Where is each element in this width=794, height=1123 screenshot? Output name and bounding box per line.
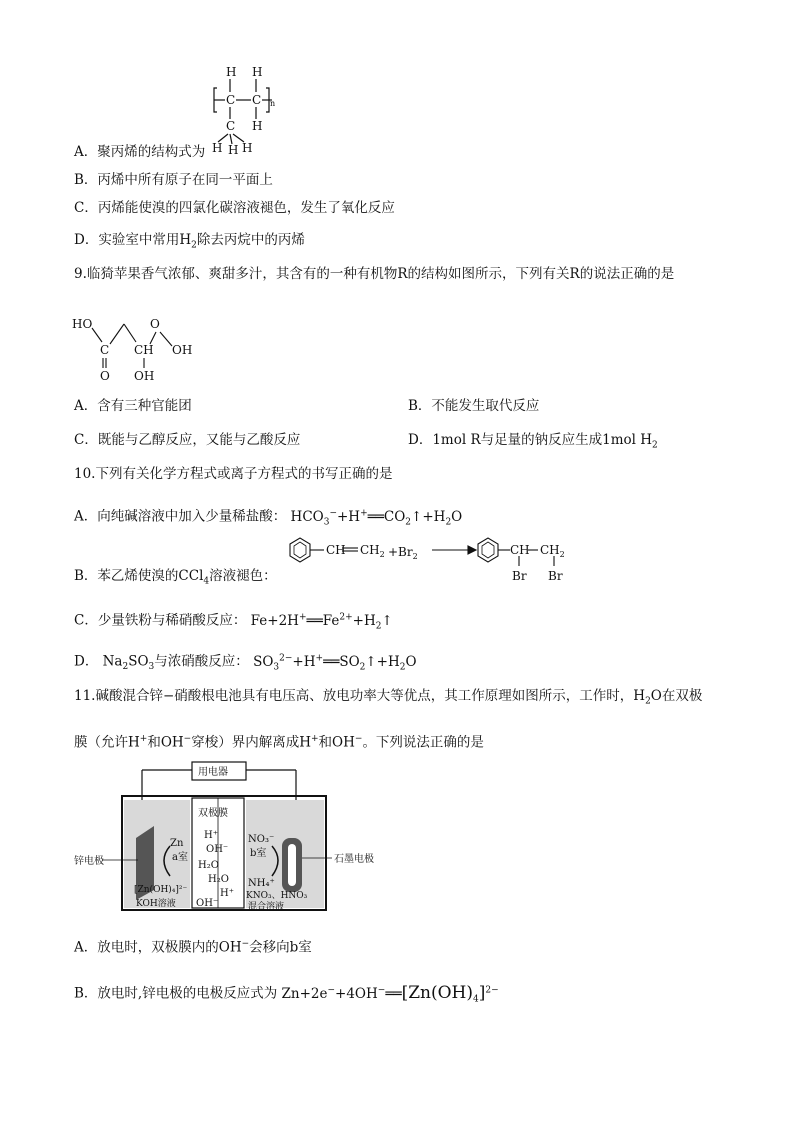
q9-option-b: B．不能发生取代反应	[408, 398, 540, 414]
q10-option-a: A．向纯碱溶液中加入少量稀盐酸： $HCO_3^-+H^+══CO_2↑+H_2O$	[74, 508, 463, 528]
q10-option-b: B．苯乙烯使溴的CCl$_4$溶液褪色：	[74, 568, 277, 587]
atom-h: H	[212, 141, 223, 155]
graphite-electrode-label: 石墨电极	[334, 854, 374, 865]
atom-br: Br	[548, 569, 563, 583]
equation-b: $Zn+2e^-+4OH^-══[Zn(OH)_4]^{2-}$	[281, 982, 499, 1005]
svg-text:KNO₃、HNO₃: KNO₃、HNO₃	[246, 891, 308, 901]
group-ch: CH	[326, 543, 346, 557]
q11-option-a: A．放电时，双极膜内的OH−会移向b室	[74, 939, 312, 956]
svg-text:CH2: $CH_2$	[540, 543, 565, 559]
equation-c: $Fe+2H^+══Fe^{2+}+H_2↑$	[250, 612, 393, 632]
equation-a: $HCO_3^-+H^+══CO_2↑+H_2O$	[290, 508, 463, 528]
group-o: O	[150, 317, 160, 331]
polypropylene-structure	[208, 64, 278, 156]
group-o: O	[100, 369, 110, 383]
styrene-bromination-equation	[282, 526, 592, 584]
group-ch: CH	[510, 543, 530, 557]
svg-text:OH⁻: OH⁻	[196, 898, 219, 909]
svg-text:H⁺: H⁺	[204, 830, 218, 841]
svg-text:KOH溶液: KOH溶液	[136, 899, 176, 909]
svg-text:CH2: $CH_2$	[360, 543, 385, 559]
atom-h: H	[252, 65, 263, 79]
q9-option-a: A．含有三种官能团	[74, 398, 192, 414]
svg-text:NO₃⁻: NO₃⁻	[248, 834, 275, 845]
equation-d: $SO_3^{2-}+H^+══SO_2↑+H_2O$	[253, 653, 417, 673]
q8-option-c: C．丙烯能使溴的四氯化碳溶液褪色，发生了氧化反应	[74, 200, 395, 216]
q10-option-d: D． $Na_2SO_3$与浓硝酸反应： $SO_3^{2-}+H^+══SO_2↑+H_2O$	[74, 653, 417, 673]
svg-text:+Br2: $+Br_2$	[388, 545, 418, 561]
svg-text:[Zn(OH)₄]²⁻: [Zn(OH)₄]²⁻	[134, 885, 188, 895]
atom-br: Br	[512, 569, 527, 583]
svg-text:H₂O: H₂O	[208, 874, 229, 885]
svg-text:H⁺: H⁺	[220, 888, 234, 899]
atom-h: H	[252, 119, 263, 133]
atom-h: H	[226, 65, 237, 79]
q10-option-c: C．少量铁粉与稀硝酸反应： $Fe+2H^+══Fe^{2+}+H_2↑$	[74, 612, 393, 632]
malic-acid-structure	[72, 312, 202, 386]
q9-option-c: C．既能与乙醇反应，又能与乙酸反应	[74, 432, 301, 448]
battery-diagram	[74, 760, 374, 920]
svg-text:OH⁻: OH⁻	[206, 844, 229, 855]
q11-stem-line1: 11.碱酸混合锌−硝酸根电池具有电压高、放电功率大等优点，其工作原理如图所示，工作时，$H_2O$在双极	[74, 688, 703, 707]
svg-text:a室: a室	[172, 852, 188, 863]
atom-c: C	[226, 119, 236, 133]
zn-electrode-label: 锌电极	[74, 856, 104, 867]
svg-text:NH₄⁺: NH₄⁺	[248, 878, 275, 889]
device-label: 用电器	[198, 767, 228, 778]
membrane-label: 双极膜	[198, 808, 228, 819]
svg-text:Zn: Zn	[170, 838, 184, 849]
group-ho: HO	[72, 317, 93, 331]
q11-option-b: B．放电时,锌电极的电极反应式为 $Zn+2e^-+4OH^-══[Zn(OH)_4]^{2-}$	[74, 982, 499, 1005]
atom-h: H	[242, 141, 253, 155]
q8-option-b: B．丙烯中所有原子在同一平面上	[74, 172, 273, 188]
svg-text:混合溶液: 混合溶液	[248, 902, 285, 912]
q8-option-d: D．实验室中常用$H_2$除去丙烷中的丙烯	[74, 232, 305, 251]
atom-c: C	[226, 93, 236, 107]
q9-option-d: D．1mol R与足量的钠反应生成1mol $H_2$	[408, 432, 658, 451]
group-oh: OH	[134, 369, 155, 383]
svg-text:b室: b室	[250, 848, 267, 859]
group-oh: OH	[172, 343, 193, 357]
q8-option-a: A．聚丙烯的结构式为	[74, 144, 206, 160]
group-ch: CH	[134, 343, 154, 357]
q10-stem: 10.下列有关化学方程式或离子方程式的书写正确的是	[74, 466, 393, 482]
q9-stem: 9.临猗苹果香气浓郁、爽甜多汁，其含有的一种有机物R的结构如图所示，下列有关R的说法正确的是	[74, 266, 675, 282]
atom-c: C	[252, 93, 262, 107]
svg-text:H₂O: H₂O	[198, 860, 219, 871]
svg-text:n: n	[270, 99, 276, 108]
atom-c: C	[100, 343, 110, 357]
q11-stem-line2: 膜（允许H+和OH−穿梭）界内解离成H+和OH−。下列说法正确的是	[74, 734, 484, 751]
atom-h: H	[228, 143, 239, 156]
